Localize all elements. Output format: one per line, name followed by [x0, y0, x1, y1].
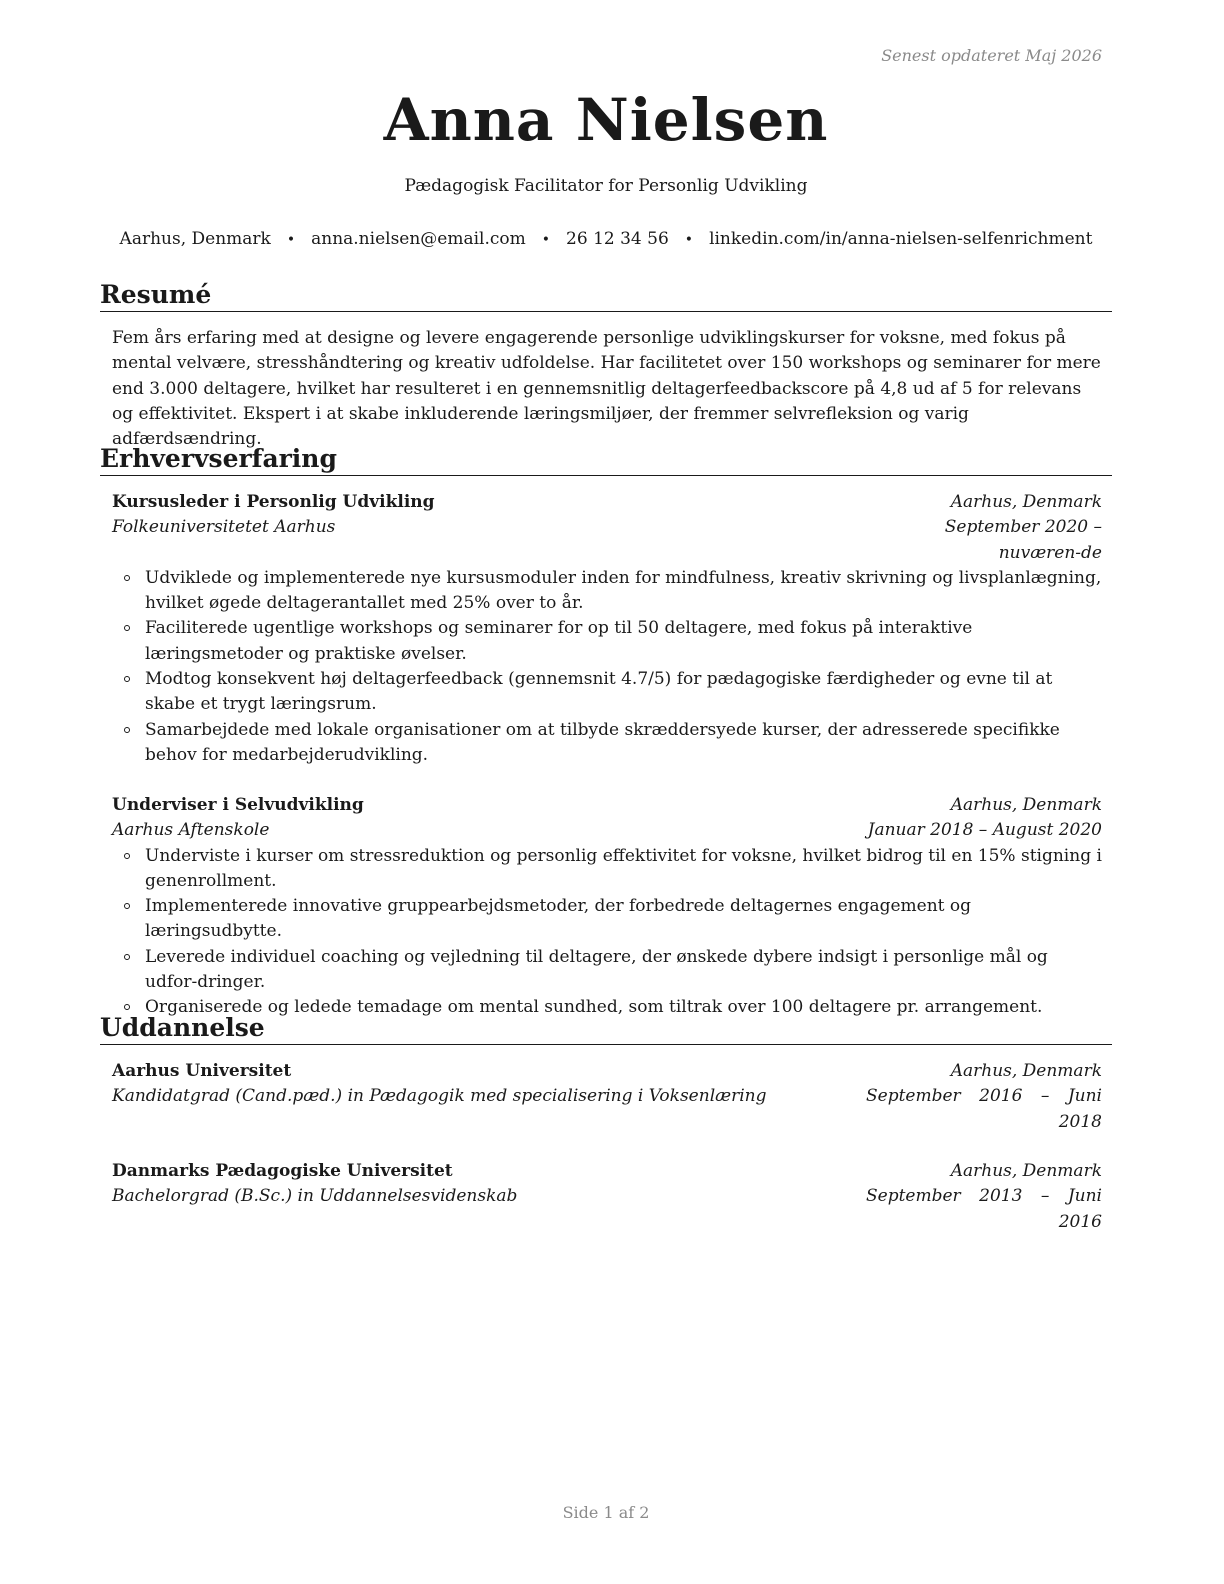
circle-bullet-icon	[124, 727, 130, 733]
circle-bullet-icon	[124, 1004, 130, 1010]
contact-linkedin[interactable]: linkedin.com/in/anna-nielsen-selfenrichment	[709, 229, 1093, 249]
section-title-summary: Resumé	[100, 280, 1112, 312]
list-item: Implementerede innovative gruppearbejdsmetoder, der forbedrede deltagernes engagement og læringsudbytte.	[112, 894, 1102, 945]
school-location: Aarhus, Denmark	[950, 1161, 1102, 1181]
list-item: Modtog konsekvent høj deltagerfeedback (gennemsnit 4.7/5) for pædagogiske færdigheder og evne til at skabe et trygt læringsrum.	[112, 667, 1102, 718]
school-name: Aarhus Universitet	[112, 1061, 292, 1081]
school-location: Aarhus, Denmark	[950, 1061, 1102, 1081]
job-title: Pædagogisk Facilitator for Personlig Udvikling	[404, 176, 808, 196]
last-updated: Senest opdateret Maj 2026	[881, 46, 1102, 65]
contact-line	[100, 229, 1112, 249]
contact-location: Aarhus, Denmark	[119, 229, 271, 249]
school-name: Danmarks Pædagogiske Universitet	[112, 1161, 453, 1181]
job-location: Aarhus, Denmark	[950, 795, 1102, 815]
job-role: Kursusleder i Personlig Udvikling	[112, 492, 435, 512]
circle-bullet-icon	[124, 954, 130, 960]
circle-bullet-icon	[124, 625, 130, 631]
education-entry	[112, 1059, 1102, 1135]
job-organization: Aarhus Aftenskole	[112, 820, 270, 841]
list-item: Samarbejdede med lokale organisationer om at tilbyde skræddersyede kurser, der adresserede specifikke behov for medarbejderudvikling.	[112, 718, 1102, 769]
job-role: Underviser i Selvudvikling	[112, 795, 364, 815]
circle-bullet-icon	[124, 903, 130, 909]
list-item: Leverede individuel coaching og vejledning til deltagere, der ønskede dybere indsigt i personlige mål og udfor-dringer.	[112, 945, 1102, 996]
degree-title: Kandidatgrad (Cand.pæd.) in Pædagogik med specialisering i Voksenlæring	[112, 1086, 767, 1107]
list-item: Organiserede og ledede temadage om mental sundhed, som tiltrak over 100 deltagere pr. arrangement.	[112, 995, 1102, 1020]
job-bullets	[112, 844, 1102, 1021]
page-number: Side 1 af 2	[562, 1503, 650, 1522]
job-dates: September 2020 – nuværen-de	[944, 517, 1102, 563]
job-organization: Folkeuniversitetet Aarhus	[112, 517, 336, 538]
job-bullets	[112, 566, 1102, 768]
circle-bullet-icon	[124, 575, 130, 581]
job-location: Aarhus, Denmark	[950, 492, 1102, 512]
list-item: Underviste i kurser om stressreduktion og personlig effektivitet for voksne, hvilket bidrog til en 15% stigning i genenrollment.	[112, 844, 1102, 895]
job-entry	[112, 490, 1102, 768]
job-dates: Januar 2018 – August 2020	[867, 820, 1102, 841]
list-item: Udviklede og implementerede nye kursusmoduler inden for mindfulness, kreativ skrivning og livsplanlægning, hvilket øgede deltagerantallet med 25% over to år.	[112, 566, 1102, 617]
circle-bullet-icon	[124, 853, 130, 859]
resume-page	[100, 0, 1112, 1584]
section-title-education: Uddannelse	[100, 1013, 1112, 1045]
candidate-name: Anna Nielsen	[383, 86, 829, 154]
summary-text: Fem års erfaring med at designe og levere engagerende personlige udviklingskurser for voksne, med fokus på mental velvære, stresshåndtering og kreativ udfoldelse. Har facilitetet over 150 workshops og seminarer for mere end 3.000 deltagere, hvilket har resulteret i en gennemsnitlig deltagerfeedbackscore på 4,8 ud af 5 for relevans og effektivitet. Ekspert i at skabe inkluderende læringsmiljøer, der fremmer selvrefleksion og varig adfærdsændring.	[112, 328, 1101, 450]
education-dates: September 2016 – Juni 2018	[866, 1086, 1102, 1132]
contact-phone[interactable]: 26 12 34 56	[566, 229, 669, 249]
contact-email[interactable]: anna.nielsen@email.com	[311, 229, 526, 249]
degree-title: Bachelorgrad (B.Sc.) in Uddannelsesvidenskab	[112, 1186, 518, 1207]
section-title-experience: Erhvervserfaring	[100, 444, 1112, 476]
education-dates: September 2013 – Juni 2016	[866, 1186, 1102, 1232]
bullet-separator-icon: •	[541, 232, 551, 248]
bullet-separator-icon: •	[286, 232, 296, 248]
list-item: Faciliterede ugentlige workshops og seminarer for op til 50 deltagere, med fokus på interaktive læringsmetoder og praktiske øvelser.	[112, 616, 1102, 667]
job-entry	[112, 793, 1102, 1021]
circle-bullet-icon	[124, 676, 130, 682]
bullet-separator-icon: •	[684, 232, 694, 248]
education-entry	[112, 1159, 1102, 1235]
